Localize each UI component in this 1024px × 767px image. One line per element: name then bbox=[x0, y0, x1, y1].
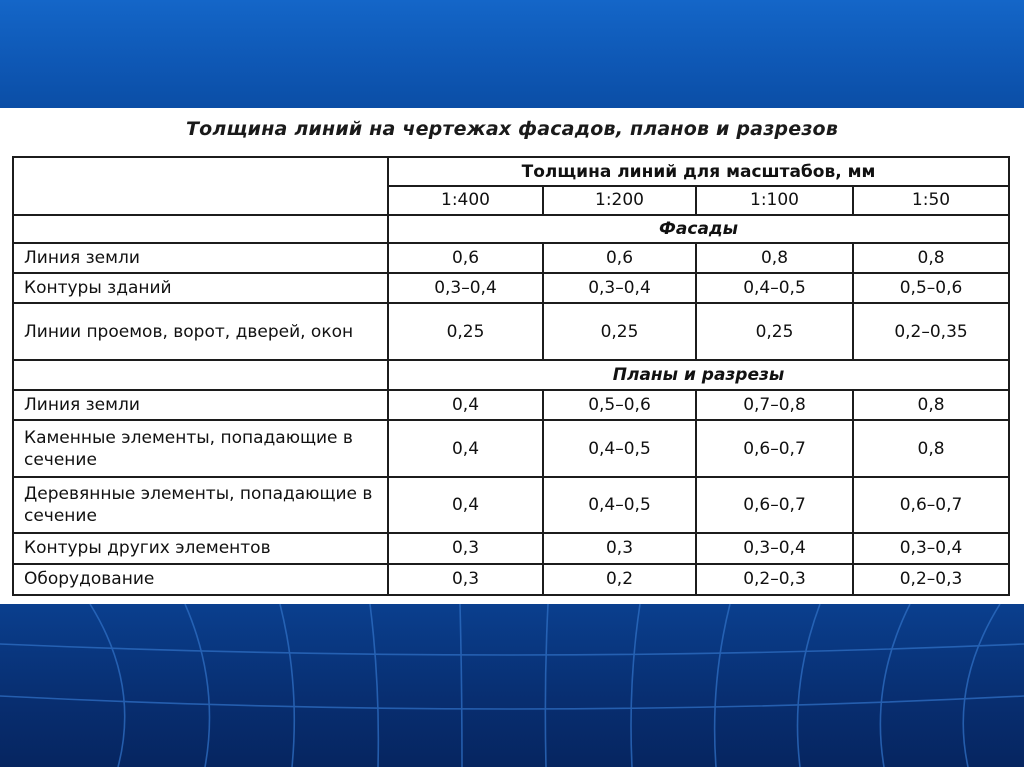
table-row bbox=[13, 303, 1009, 360]
table-row bbox=[13, 477, 1009, 534]
row-label: Оборудование bbox=[13, 564, 388, 595]
bottom-background-band bbox=[0, 604, 1024, 767]
row-label: Линии проемов, ворот, дверей, окон bbox=[13, 303, 388, 360]
value-cell: 0,3 bbox=[388, 564, 543, 595]
row-label: Деревянные элементы, попадающие в сечение bbox=[13, 477, 388, 534]
value-cell: 0,2 bbox=[543, 564, 696, 595]
value-cell: 0,4 bbox=[388, 477, 543, 534]
value-cell: 0,3–0,4 bbox=[543, 273, 696, 303]
value-cell: 0,25 bbox=[543, 303, 696, 360]
row-label: Контуры зданий bbox=[13, 273, 388, 303]
empty-corner-cell bbox=[13, 157, 388, 215]
value-cell: 0,4–0,5 bbox=[543, 477, 696, 534]
table-row bbox=[13, 533, 1009, 563]
value-cell: 0,4 bbox=[388, 390, 543, 420]
row-label: Линия земли bbox=[13, 390, 388, 420]
value-cell: 0,5–0,6 bbox=[853, 273, 1009, 303]
document-sheet bbox=[0, 108, 1024, 604]
value-cell: 0,25 bbox=[388, 303, 543, 360]
value-cell: 0,6–0,7 bbox=[696, 420, 853, 477]
value-cell: 0,8 bbox=[853, 243, 1009, 273]
value-cell: 0,7–0,8 bbox=[696, 390, 853, 420]
table-row bbox=[13, 390, 1009, 420]
table-header-row bbox=[13, 157, 1009, 186]
scale-cell: 1:400 bbox=[388, 186, 543, 214]
table-header: Толщина линий для масштабов, мм bbox=[388, 157, 1009, 186]
section-row bbox=[13, 215, 1009, 243]
value-cell: 0,8 bbox=[853, 390, 1009, 420]
value-cell: 0,8 bbox=[696, 243, 853, 273]
value-cell: 0,25 bbox=[696, 303, 853, 360]
scale-cell: 1:200 bbox=[543, 186, 696, 214]
section-row bbox=[13, 360, 1009, 390]
value-cell: 0,3–0,4 bbox=[696, 533, 853, 563]
value-cell: 0,6 bbox=[543, 243, 696, 273]
section-title: Фасады bbox=[388, 215, 1009, 243]
value-cell: 0,3 bbox=[388, 533, 543, 563]
value-cell: 0,2–0,35 bbox=[853, 303, 1009, 360]
value-cell: 0,4 bbox=[388, 420, 543, 477]
line-thickness-table bbox=[12, 156, 1010, 596]
top-background-band bbox=[0, 0, 1024, 108]
empty-cell bbox=[13, 215, 388, 243]
value-cell: 0,3–0,4 bbox=[388, 273, 543, 303]
row-label: Линия земли bbox=[13, 243, 388, 273]
value-cell: 0,2–0,3 bbox=[696, 564, 853, 595]
section-title: Планы и разрезы bbox=[388, 360, 1009, 390]
document-title: Толщина линий на чертежах фасадов, планов и разрезов bbox=[185, 118, 839, 140]
row-label: Каменные элементы, попадающие в сечение bbox=[13, 420, 388, 477]
table-row bbox=[13, 564, 1009, 595]
value-cell: 0,2–0,3 bbox=[853, 564, 1009, 595]
decorative-grid-lines bbox=[0, 604, 1024, 767]
value-cell: 0,4–0,5 bbox=[543, 420, 696, 477]
value-cell: 0,6–0,7 bbox=[853, 477, 1009, 534]
value-cell: 0,6 bbox=[388, 243, 543, 273]
value-cell: 0,3–0,4 bbox=[853, 533, 1009, 563]
value-cell: 0,8 bbox=[853, 420, 1009, 477]
table-row bbox=[13, 273, 1009, 303]
table-row bbox=[13, 420, 1009, 477]
value-cell: 0,3 bbox=[543, 533, 696, 563]
value-cell: 0,4–0,5 bbox=[696, 273, 853, 303]
scale-cell: 1:50 bbox=[853, 186, 1009, 214]
value-cell: 0,6–0,7 bbox=[696, 477, 853, 534]
row-label: Контуры других элементов bbox=[13, 533, 388, 563]
empty-cell bbox=[13, 360, 388, 390]
value-cell: 0,5–0,6 bbox=[543, 390, 696, 420]
table-row bbox=[13, 243, 1009, 273]
scale-cell: 1:100 bbox=[696, 186, 853, 214]
